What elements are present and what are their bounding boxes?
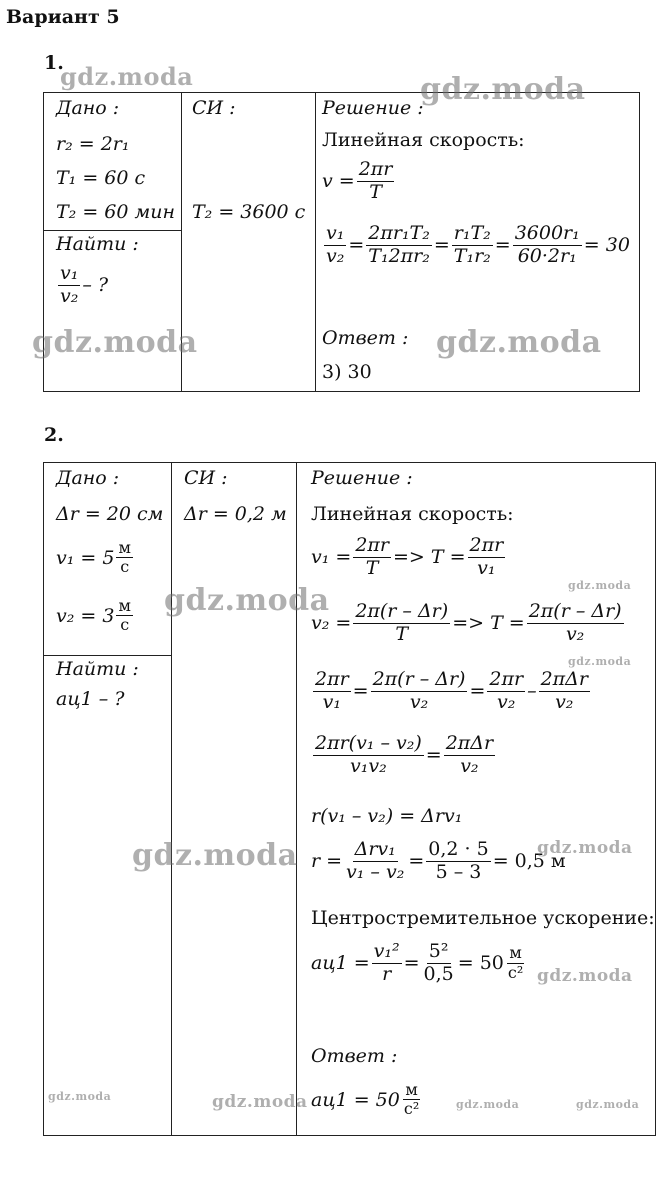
p2-line-4: $\frac{\text{2πr(v₁ – v₂)}}{\text{v₁v₂}}$ = $\frac{\text{2πΔr}}{\text{v₂}}$ <box>315 732 494 777</box>
p1-si-cell <box>182 93 316 392</box>
p2-given-dr: Δr = 20 см <box>56 503 164 525</box>
watermark: gdz.moda <box>132 838 298 873</box>
p2-answer-label: Ответ : <box>311 1045 398 1067</box>
watermark: gdz.moda <box>576 1098 640 1111</box>
p1-given-cell <box>44 93 182 231</box>
watermark: gdz.moda <box>568 655 632 668</box>
watermark: gdz.moda <box>212 1092 308 1112</box>
p1-given-item: T₂ = 60 мин <box>56 201 176 223</box>
watermark: gdz.moda <box>568 579 632 592</box>
p1-si-label: СИ : <box>192 97 236 119</box>
watermark: gdz.moda <box>60 62 194 91</box>
p1-heading: Линейная скорость: <box>322 129 525 151</box>
p2-line-6: r = $\frac{\text{Δrv₁}}{\text{v₁ – v₂}}$ = $\frac{0,2 \cdot 5}{5 - 3}$ = 0,5 м <box>311 838 566 883</box>
p2-si-value: Δr = 0,2 м <box>184 503 287 525</box>
p2-find-cell <box>44 656 172 1136</box>
p1-answer-label: Ответ : <box>322 327 409 349</box>
p2-answer: aц1 = 50 $\frac{м}{\text{с²}}$ <box>311 1080 420 1119</box>
p2-given-v1: v₁ = 5 $\frac{м}{с}$ <box>56 538 131 577</box>
p2-si-label: СИ : <box>184 467 228 489</box>
watermark: gdz.moda <box>48 1090 112 1103</box>
p1-solution-label: Решение : <box>322 97 424 119</box>
p2-find: aц1 – ? <box>56 688 125 710</box>
p2-line-1: v₁ = $\frac{2\pi r}{T}$ => T = $\frac{2\pi r}{\text{v₁}}$ <box>311 534 504 579</box>
p2-solution-label: Решение : <box>311 467 413 489</box>
problem-1-number: 1. <box>44 52 64 74</box>
p1-answer: 3) 30 <box>322 361 372 383</box>
p2-si-cell <box>172 463 297 1136</box>
p2-find-label: Найти : <box>56 658 139 680</box>
p2-heading: Линейная скорость: <box>311 503 514 525</box>
p1-formula-1: v = $\frac{2\pi r}{T}$ <box>322 158 393 203</box>
watermark: gdz.moda <box>164 583 330 618</box>
p2-line-5: r(v₁ – v₂) = Δrv₁ <box>311 805 463 827</box>
p1-given-item: r₂ = 2r₁ <box>56 133 130 155</box>
page-title: Вариант 5 <box>6 6 120 28</box>
watermark: gdz.moda <box>436 325 602 360</box>
problem-2-table <box>43 462 656 1136</box>
p1-find: $\frac{\text{v₁}}{\text{v₂}}$ – ? <box>60 262 109 307</box>
p2-acceleration: aц1 = $\frac{\text{v₁²}}{r}$ = $\frac{\text{5²}}{0,5}$ = 50 $\frac{м}{\text{с²}}$ <box>311 940 524 985</box>
p2-line-3: $\frac{2\pi r}{\text{v₁}}$ = $\frac{2\pi(r - \Delta r)}{\text{v₂}}$ = $\frac{2\pi r}{\text{v₂}}$ – $\frac{\text{2πΔr}}{\text{v₂}}$ <box>315 668 588 713</box>
p1-find-label: Найти : <box>56 233 139 255</box>
watermark: gdz.moda <box>32 325 198 360</box>
p2-given-cell <box>44 463 172 656</box>
p1-given-item: T₁ = 60 с <box>56 167 146 189</box>
p2-solution-cell <box>297 463 656 1136</box>
p2-given-v2: v₂ = 3 $\frac{м}{с}$ <box>56 596 131 635</box>
watermark: gdz.moda <box>537 838 633 858</box>
p1-formula-2: $\frac{\text{v₁}}{\text{v₂}}$ = $\frac{\text{2πr₁T₂}}{\text{T₁2πr₂}}$ = $\frac{\text{r₁T₂}}{\text{T₁r₂}}$ = $\frac{\text{3600r₁}}{\text{60·2r₁}}$ = 30 <box>326 222 630 267</box>
watermark: gdz.moda <box>420 72 586 107</box>
p1-si-value: T₂ = 3600 с <box>192 201 306 223</box>
problem-2-number: 2. <box>44 424 64 446</box>
watermark: gdz.moda <box>456 1098 520 1111</box>
p2-given-label: Дано : <box>56 467 120 489</box>
p1-find-cell <box>44 231 182 392</box>
p2-line-2: v₂ = $\frac{2\pi(r - \Delta r)}{T}$ => T = $\frac{2\pi(r - \Delta r)}{\text{v₂}}$ <box>311 600 622 645</box>
p1-given-label: Дано : <box>56 97 120 119</box>
p2-centripetal-heading: Центростремительное ускорение: <box>311 907 655 929</box>
watermark: gdz.moda <box>537 966 633 986</box>
